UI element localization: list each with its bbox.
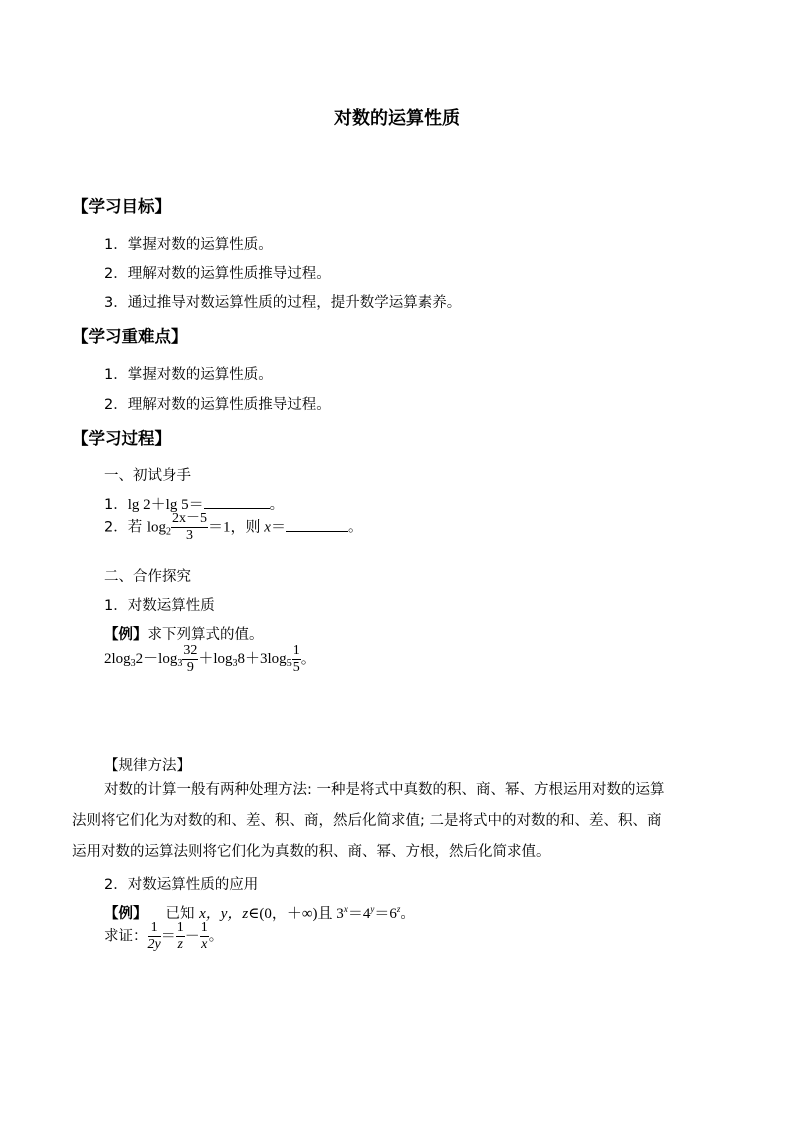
question-2-base: 2 [166, 526, 172, 538]
goal-item-3: 3．通过推导对数运算性质的过程，提升数学运算素养。 [104, 295, 462, 311]
expr-end: 。 [300, 650, 316, 667]
question-2-fraction [171, 512, 208, 543]
method-line-3: 运用对数的运算法则将它们化为真数的积、商、幂、方根，然后化简求值。 [72, 844, 551, 860]
example-2-vars: x，y，z [199, 906, 249, 922]
example-2-proof [104, 921, 223, 952]
proof-label: 求证： [104, 928, 148, 945]
key-point-item-1: 1．掌握对数的运算性质。 [104, 367, 273, 383]
example-2-exp-y: y [370, 904, 375, 914]
example-1-expression [104, 644, 316, 675]
example-2-exp-x: x [343, 904, 348, 914]
expr-fraction-2-den: 5 [292, 660, 300, 675]
sub2-title: 2．对数运算性质的应用 [104, 877, 259, 893]
goal-item-1: 1．掌握对数的运算性质。 [104, 237, 273, 253]
example-2-eq-2: ＝6 [374, 906, 397, 922]
example-2-range: ∈(0，＋∞)且 3 [248, 906, 344, 922]
question-2-denominator: 3 [186, 528, 194, 543]
expr-arg-2: 8＋3log [237, 650, 287, 667]
question-2 [104, 512, 362, 543]
proof-fraction-1 [148, 921, 161, 952]
question-1-answer-blank[interactable] [204, 494, 270, 509]
proof-fraction-2 [176, 921, 185, 952]
expr-fraction-2-num: 1 [292, 643, 300, 658]
part1-title: 一、初试身手 [104, 468, 191, 484]
expr-fraction-1-den: 9 [186, 660, 194, 675]
expr-arg-1: 2－log [135, 650, 178, 667]
example-1-text: 求下列算式的值。 [147, 627, 264, 643]
goals-heading: 【学习目标】 [72, 197, 171, 216]
expr-base-1: 3 [130, 657, 136, 669]
expr-term-2: ＋log [198, 650, 233, 667]
proof-end: 。 [208, 928, 224, 945]
question-1-label: 1． [104, 497, 128, 513]
key-point-item-2: 2．理解对数的运算性质推导过程。 [104, 397, 331, 413]
question-2-var: x [264, 519, 271, 536]
expr-base-4: 5 [286, 657, 292, 669]
expr-base-3: 3 [232, 657, 238, 669]
method-heading: 【规律方法】 [104, 758, 191, 774]
question-2-end: 。 [347, 519, 363, 536]
question-2-log: log [146, 519, 167, 536]
example-2-end: 。 [400, 906, 415, 922]
question-2-eq: ＝ [270, 519, 286, 536]
proof-fraction-3 [200, 921, 209, 952]
expr-fraction-2 [292, 644, 301, 675]
proof-eq: ＝ [160, 928, 176, 945]
expr-fraction-1 [182, 644, 198, 675]
proof-fraction-3-num: 1 [200, 920, 208, 935]
example-2-label: 【例】 [104, 906, 148, 922]
example-1-label: 【例】 [104, 627, 148, 643]
method-line-1: 对数的计算一般有两种处理方法: 一种是将式中真数的积、商、幂、方根运用对数的运算 [104, 782, 665, 798]
proof-fraction-1-num: 1 [148, 921, 161, 937]
question-2-label: 2．若 [104, 519, 147, 536]
question-2-answer-blank[interactable] [286, 517, 348, 532]
proof-minus: － [184, 928, 200, 945]
expr-base-2: 3 [177, 657, 183, 669]
example-2-exp-z: z [396, 904, 401, 914]
process-heading: 【学习过程】 [72, 429, 171, 448]
sub1-title: 1．对数运算性质 [104, 598, 215, 614]
example-1 [104, 623, 264, 644]
proof-fraction-3-den: x [201, 937, 208, 952]
question-2-mid: ＝1，则 [208, 519, 265, 536]
example-2-pre: 已知 [165, 906, 200, 922]
method-line-2: 法则将它们化为对数的和、差、积、商，然后化简求值; 二是将式中的对数的和、差、积、商 [72, 813, 662, 829]
proof-fraction-2-den: z [177, 937, 183, 952]
question-2-numerator: 2x－5 [172, 511, 208, 526]
page-title: 对数的运算性质 [334, 108, 460, 129]
proof-fraction-1-den: 2y [147, 937, 161, 952]
question-1-end: 。 [269, 497, 285, 513]
example-2-eq-1: ＝4 [347, 906, 371, 922]
part2-title: 二、合作探究 [104, 569, 191, 585]
question-1-expr: lg 2＋lg 5＝ [127, 497, 204, 513]
expr-fraction-1-num: 32 [183, 643, 198, 658]
key-points-heading: 【学习重难点】 [72, 327, 188, 346]
expr-term-1: 2log [104, 650, 131, 667]
goal-item-2: 2．理解对数的运算性质推导过程。 [104, 266, 331, 282]
proof-fraction-2-num: 1 [176, 920, 184, 935]
